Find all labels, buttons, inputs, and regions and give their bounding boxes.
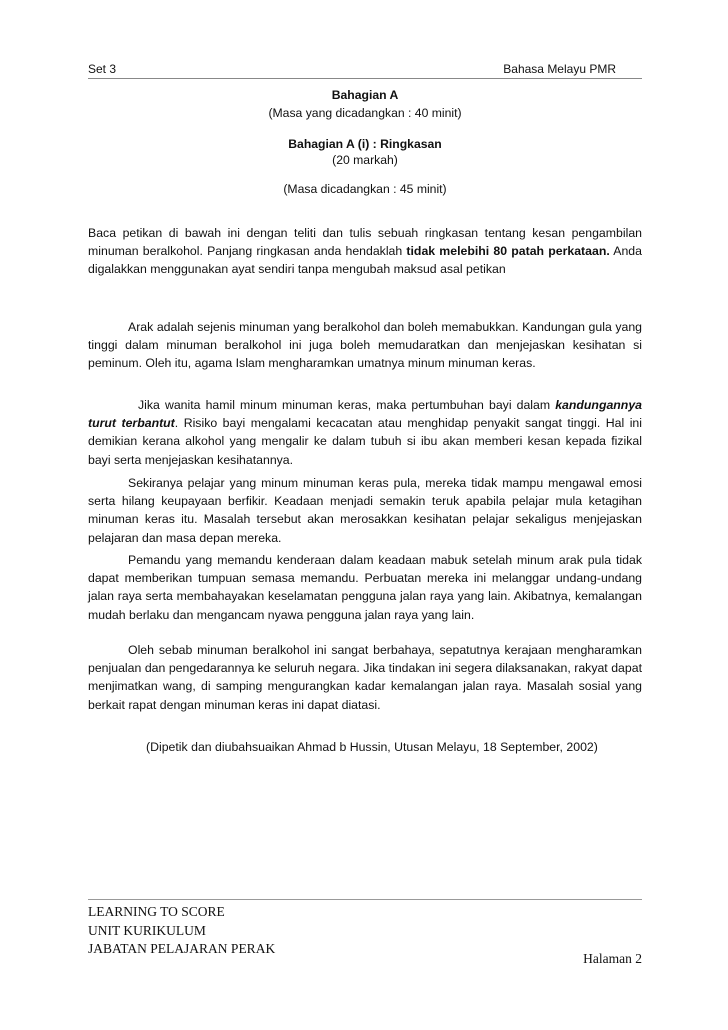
paragraph-2-text-1: Jika wanita hamil minum minuman keras, maka pertumbuhan bayi dalam <box>138 398 556 412</box>
instruction-text-1: Baca petikan di bawah ini dengan teliti dan tulis sebuah ringkasan tentang kesan pengambilan minuman beralkohol. Panjang ringkasan anda hendaklah <box>88 226 642 259</box>
passage-paragraph-3: Sekiranya pelajar yang minum minuman keras pula, mereka tidak mampu mengawal emosi serta hilang keupayaan berfikir. Keadaan menjadi semakin teruk apabila pelajar mula ketagihan minuman keras itu. Masalah tersebut akan merosakkan kesihatan pelajar sekaligus menjejaskan pelajaran dan masa depan mereka. <box>88 476 642 545</box>
passage-paragraph-5: Oleh sebab minuman beralkohol ini sangat berbahaya, sepatutnya kerajaan mengharamkan penjualan dan pengedarannya ke seluruh negara. Jika tindakan ini segera dilaksanakan, rakyat dapat menjimatkan wang, di samping mengurangkan kadar kemalangan jalan raya. Masalah sosial yang berkait rapat dengan minuman keras ini dapat diatasi. <box>88 643 642 712</box>
header-set-label: Set 3 <box>88 62 117 76</box>
paragraph-2-text-2: . Risiko bayi mengalami kecacatan atau menghidap penyakit sangat tinggi. Hal ini demikian kerana alkohol yang mengalir ke dalam tubuh si ibu akan memberi kesan kepada fizikal bayi serta menjejaskan kesihatannya. <box>88 416 642 467</box>
page-footer <box>88 903 275 959</box>
section-title: Bahagian A <box>331 88 399 102</box>
page-number: Halaman 2 <box>583 951 642 966</box>
section-time: (Masa yang dicadangkan : 40 minit) <box>268 106 462 120</box>
instruction-text-2: Anda digalakkan menggunakan ayat sendiri tanpa mengubah maksud asal petikan <box>88 244 642 277</box>
passage-paragraph-4: Pemandu yang memandu kenderaan dalam keadaan mabuk setelah minum arak pula tidak dapat memberikan tumpuan semasa memandu. Perbuatan mereka ini melanggar undang-undang jalan raya serta membahayakan keselamatan pengguna jalan raya yang lain. Akibatnya, kemalangan mudah berlaku dan mengancam nyawa pengguna jalan raya yang lain. <box>88 553 642 622</box>
passage-paragraph-2 <box>88 396 642 469</box>
subsection-time: (Masa dicadangkan : 45 minit) <box>283 182 447 196</box>
instruction-paragraph <box>88 224 642 279</box>
footer-divider <box>88 899 642 900</box>
header-subject-label: Bahasa Melayu PMR <box>503 62 616 76</box>
footer-line-2: UNIT KURIKULUM <box>88 922 206 938</box>
footer-line-1: LEARNING TO SCORE <box>88 904 225 919</box>
document-page <box>88 0 642 1030</box>
paragraph-2-emphasis: kandungannya turut terbantut <box>88 398 642 431</box>
passage-paragraph-1: Arak adalah sejenis minuman yang beralkohol dan boleh memabukkan. Kandungan gula yang tinggi dalam minuman beralkohol ini juga boleh memudaratkan dan menjejaskan kesihatan si peminum. Oleh itu, agama Islam mengharamkan umatnya minum minuman keras. <box>88 320 642 371</box>
footer-line-3: JABATAN PELAJARAN PERAK <box>88 941 276 956</box>
passage-source: (Dipetik dan diubahsuaikan Ahmad b Hussin, Utusan Melayu, 18 September, 2002) <box>146 740 598 754</box>
page-header <box>88 62 642 79</box>
instruction-word-limit: tidak melebihi 80 patah perkataan. <box>406 244 610 259</box>
subsection-title: Bahagian A (i) : Ringkasan <box>288 137 442 151</box>
subsection-marks: (20 markah) <box>332 153 398 167</box>
